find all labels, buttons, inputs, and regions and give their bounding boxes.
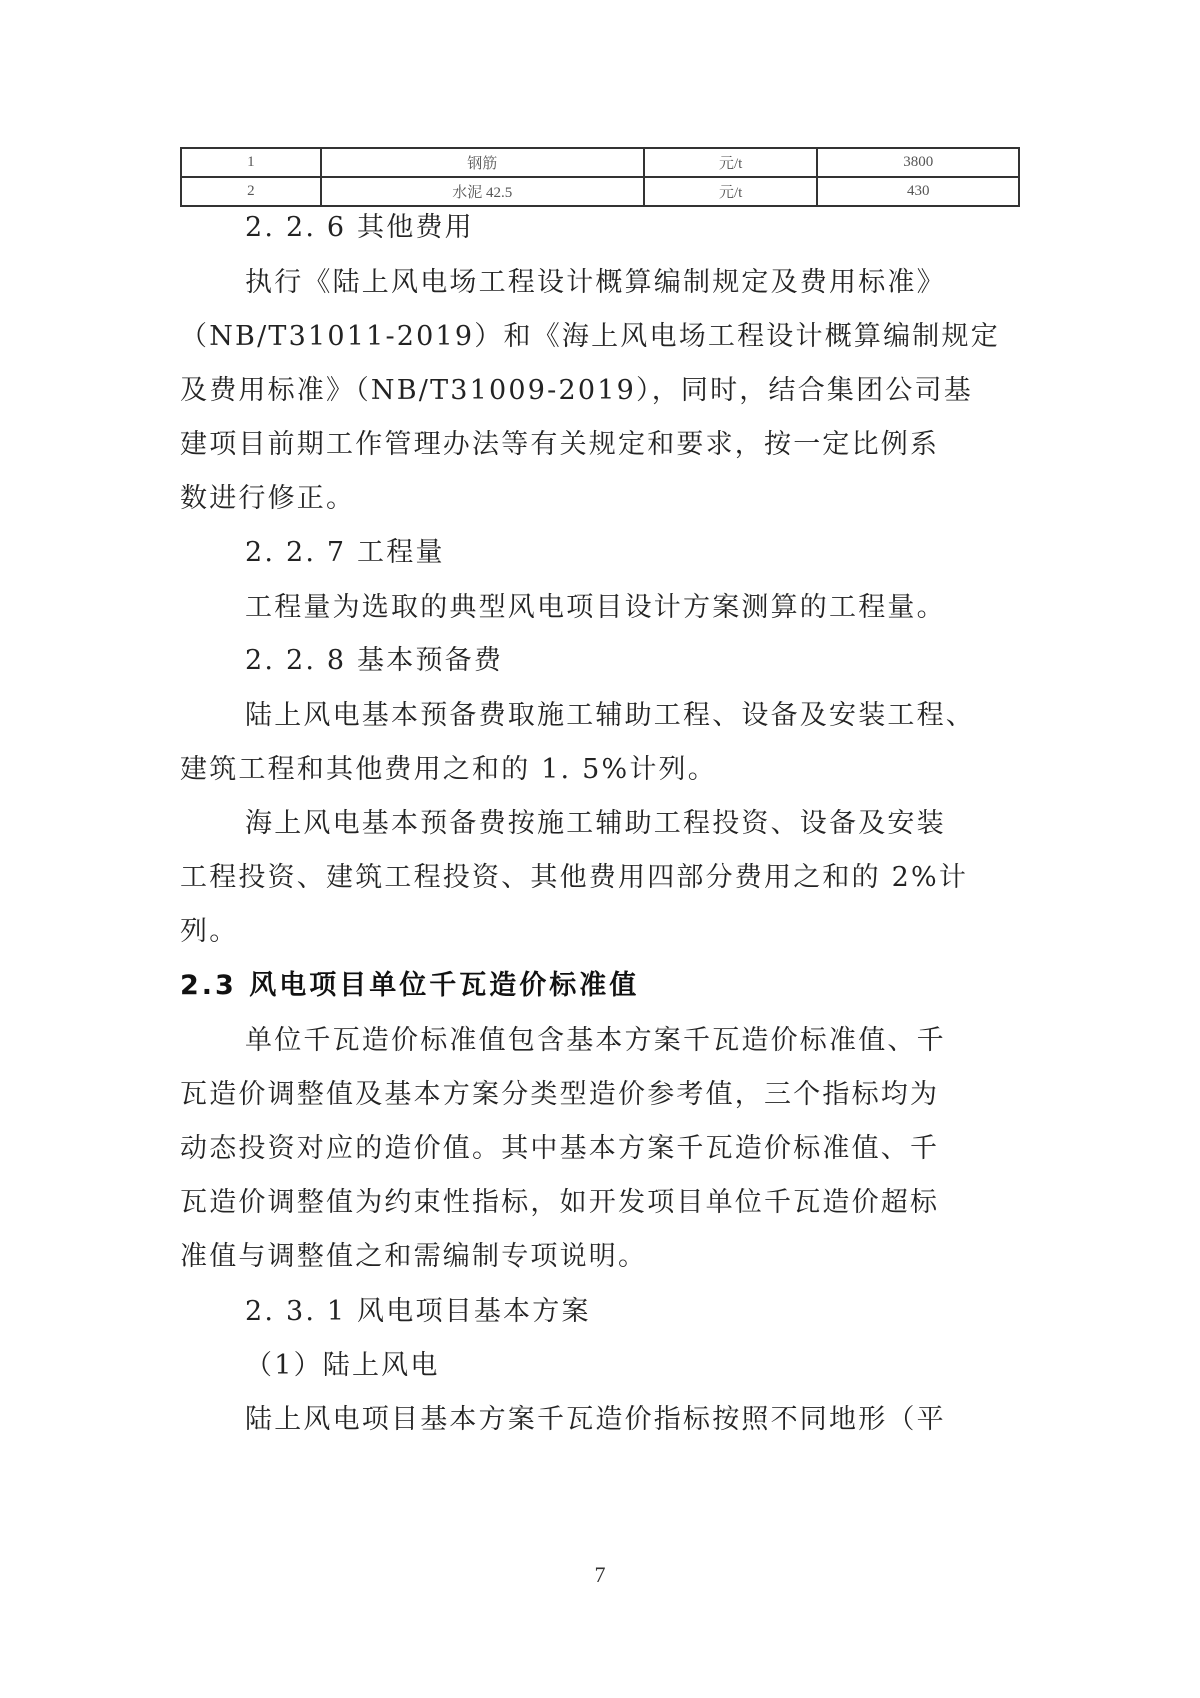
paragraph-line: 单位千瓦造价标准值包含基本方案千瓦造价标准值、千 (245, 1025, 946, 1056)
subsection-heading: （1）陆上风电 (245, 1350, 440, 1381)
page-number: 7 (594, 1562, 606, 1587)
paragraph-line: 列。 (180, 916, 239, 947)
section-heading-2-2-8: 2. 2. 8 基本预备费 (245, 645, 504, 676)
paragraph-line: 海上风电基本预备费按施工辅助工程投资、设备及安装 (245, 808, 946, 839)
paragraph-line: 陆上风电项目基本方案千瓦造价指标按照不同地形（平 (245, 1404, 946, 1435)
table-cell: 元/t (644, 177, 818, 206)
paragraph-line: 动态投资对应的造价值。其中基本方案千瓦造价标准值、千 (180, 1133, 940, 1164)
paragraph-line: 准值与调整值之和需编制专项说明。 (180, 1241, 648, 1272)
table-cell: 水泥 42.5 (321, 177, 644, 206)
section-heading-2-3: 2.3 风电项目单位千瓦造价标准值 (180, 970, 640, 1001)
table-cell: 2 (181, 177, 321, 206)
paragraph-line: 瓦造价调整值及基本方案分类型造价参考值，三个指标均为 (180, 1079, 940, 1110)
paragraph-line: 工程投资、建筑工程投资、其他费用四部分费用之和的 2%计 (180, 862, 969, 893)
table-cell: 元/t (644, 148, 818, 177)
paragraph-line: 执行《陆上风电场工程设计概算编制规定及费用标准》 (245, 267, 946, 298)
table-cell: 1 (181, 148, 321, 177)
paragraph-line: 工程量为选取的典型风电项目设计方案测算的工程量。 (245, 592, 946, 623)
section-heading-2-3-1: 2. 3. 1 风电项目基本方案 (245, 1296, 591, 1327)
table-cell: 3800 (817, 148, 1019, 177)
section-heading-2-2-6: 2. 2. 6 其他费用 (245, 212, 474, 243)
paragraph-line: 数进行修正。 (180, 483, 356, 514)
paragraph-line: 及费用标准》（NB/T31009-2019），同时，结合集团公司基 (180, 375, 973, 406)
paragraph-line: （NB/T31011-2019）和《海上风电场工程设计概算编制规定 (180, 321, 1000, 352)
price-table (180, 147, 1020, 207)
paragraph-line: 建项目前期工作管理办法等有关规定和要求，按一定比例系 (180, 429, 940, 460)
table-cell: 430 (817, 177, 1019, 206)
section-heading-2-2-7: 2. 2. 7 工程量 (245, 537, 445, 568)
paragraph-line: 瓦造价调整值为约束性指标，如开发项目单位千瓦造价超标 (180, 1187, 940, 1218)
paragraph-line: 陆上风电基本预备费取施工辅助工程、设备及安装工程、 (245, 700, 975, 731)
table-cell: 钢筋 (321, 148, 644, 177)
paragraph-line: 建筑工程和其他费用之和的 1. 5%计列。 (180, 754, 717, 785)
table-row (181, 148, 1019, 177)
table-row (181, 177, 1019, 206)
